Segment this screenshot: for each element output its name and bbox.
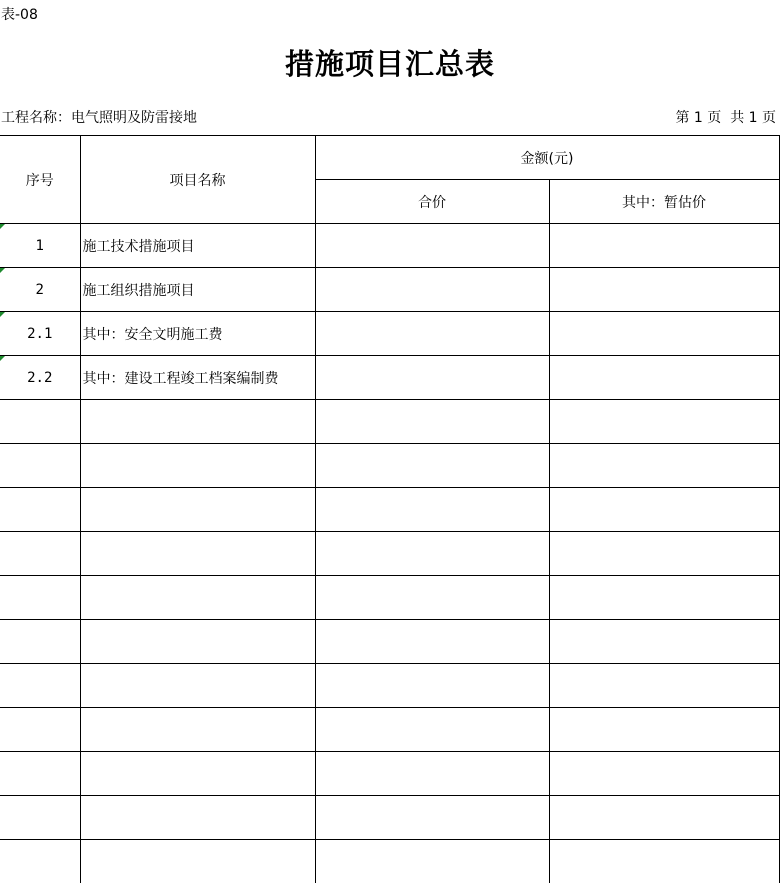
table-row: [0, 576, 779, 620]
cell-seq-text: 2: [36, 282, 44, 298]
table-row: [0, 620, 779, 664]
cell-total-price[interactable]: [315, 664, 549, 708]
cell-seq[interactable]: [0, 752, 80, 796]
cell-total-price[interactable]: [315, 576, 549, 620]
cell-total-price[interactable]: [315, 268, 549, 312]
cell-item-name[interactable]: 施工技术措施项目: [80, 224, 315, 268]
cell-provisional[interactable]: [549, 620, 779, 664]
cell-total-price[interactable]: [315, 796, 549, 840]
page-number: 第 1 页: [675, 110, 721, 126]
table-row: [0, 488, 779, 532]
cell-item-name[interactable]: [80, 488, 315, 532]
cell-total-price[interactable]: [315, 224, 549, 268]
cell-total-price[interactable]: [315, 444, 549, 488]
cell-provisional[interactable]: [549, 356, 779, 400]
page-total: 共 1 页: [730, 110, 776, 126]
cell-total-price[interactable]: [315, 840, 549, 883]
cell-seq[interactable]: [0, 664, 80, 708]
table-row: [0, 752, 779, 796]
cell-item-name[interactable]: [80, 532, 315, 576]
cell-marker-icon: [0, 312, 5, 317]
table-row: [0, 312, 779, 356]
table-row: [0, 796, 779, 840]
cell-seq[interactable]: [0, 312, 80, 356]
cell-seq[interactable]: [0, 532, 80, 576]
cell-provisional[interactable]: [549, 532, 779, 576]
cell-seq[interactable]: [0, 268, 80, 312]
cell-provisional[interactable]: [549, 708, 779, 752]
cell-item-name[interactable]: 其中：安全文明施工费: [80, 312, 315, 356]
cell-provisional[interactable]: [549, 576, 779, 620]
cell-item-name[interactable]: [80, 664, 315, 708]
table-row: [0, 664, 779, 708]
cell-total-price[interactable]: [315, 532, 549, 576]
table-row: [0, 356, 779, 400]
cell-total-price[interactable]: [315, 620, 549, 664]
cell-marker-icon: [0, 356, 5, 361]
page-title: 措施项目汇总表: [0, 42, 780, 83]
cell-seq[interactable]: [0, 708, 80, 752]
cell-seq[interactable]: [0, 224, 80, 268]
cell-provisional[interactable]: [549, 444, 779, 488]
measures-summary-table: [0, 135, 780, 883]
cell-seq[interactable]: [0, 576, 80, 620]
table-row: [0, 224, 779, 268]
cell-seq[interactable]: [0, 796, 80, 840]
cell-provisional[interactable]: [549, 268, 779, 312]
cell-item-name[interactable]: [80, 444, 315, 488]
cell-seq[interactable]: [0, 444, 80, 488]
cell-provisional[interactable]: [549, 312, 779, 356]
cell-provisional[interactable]: [549, 796, 779, 840]
table-row: [0, 532, 779, 576]
cell-seq[interactable]: [0, 488, 80, 532]
header-total-price: 合价: [315, 180, 549, 224]
cell-item-name[interactable]: 其中：建设工程竣工档案编制费: [80, 356, 315, 400]
table-row: [0, 444, 779, 488]
cell-item-name[interactable]: [80, 708, 315, 752]
cell-marker-icon: [0, 268, 5, 273]
cell-item-name[interactable]: 施工组织措施项目: [80, 268, 315, 312]
cell-seq-text: 2.2: [27, 370, 52, 386]
project-name: 工程名称：电气照明及防雷接地: [1, 107, 197, 127]
cell-provisional[interactable]: [549, 840, 779, 883]
table-row: [0, 840, 779, 883]
header-amount: 金额(元): [315, 136, 779, 180]
cell-seq-text: 2.1: [27, 326, 52, 342]
header-row: [0, 136, 779, 180]
cell-provisional[interactable]: [549, 752, 779, 796]
cell-marker-icon: [0, 224, 5, 229]
cell-item-name[interactable]: [80, 620, 315, 664]
cell-seq[interactable]: [0, 840, 80, 883]
cell-item-name[interactable]: [80, 796, 315, 840]
cell-provisional[interactable]: [549, 224, 779, 268]
cell-provisional[interactable]: [549, 488, 779, 532]
cell-total-price[interactable]: [315, 356, 549, 400]
cell-seq[interactable]: [0, 356, 80, 400]
table-row: [0, 400, 779, 444]
page-info: [675, 107, 776, 127]
header-item-name: 项目名称: [80, 136, 315, 224]
table-row: [0, 708, 779, 752]
header-provisional: 其中：暂估价: [549, 180, 779, 224]
form-code: 表-08: [1, 4, 38, 24]
cell-item-name[interactable]: [80, 840, 315, 883]
cell-total-price[interactable]: [315, 752, 549, 796]
cell-total-price[interactable]: [315, 400, 549, 444]
cell-seq-text: 1: [36, 238, 44, 254]
cell-total-price[interactable]: [315, 708, 549, 752]
cell-item-name[interactable]: [80, 752, 315, 796]
cell-total-price[interactable]: [315, 312, 549, 356]
cell-item-name[interactable]: [80, 576, 315, 620]
cell-item-name[interactable]: [80, 400, 315, 444]
cell-provisional[interactable]: [549, 400, 779, 444]
cell-provisional[interactable]: [549, 664, 779, 708]
cell-total-price[interactable]: [315, 488, 549, 532]
header-seq: 序号: [0, 136, 80, 224]
cell-seq[interactable]: [0, 400, 80, 444]
table-row: [0, 268, 779, 312]
table-body: [0, 136, 779, 883]
cell-seq[interactable]: [0, 620, 80, 664]
